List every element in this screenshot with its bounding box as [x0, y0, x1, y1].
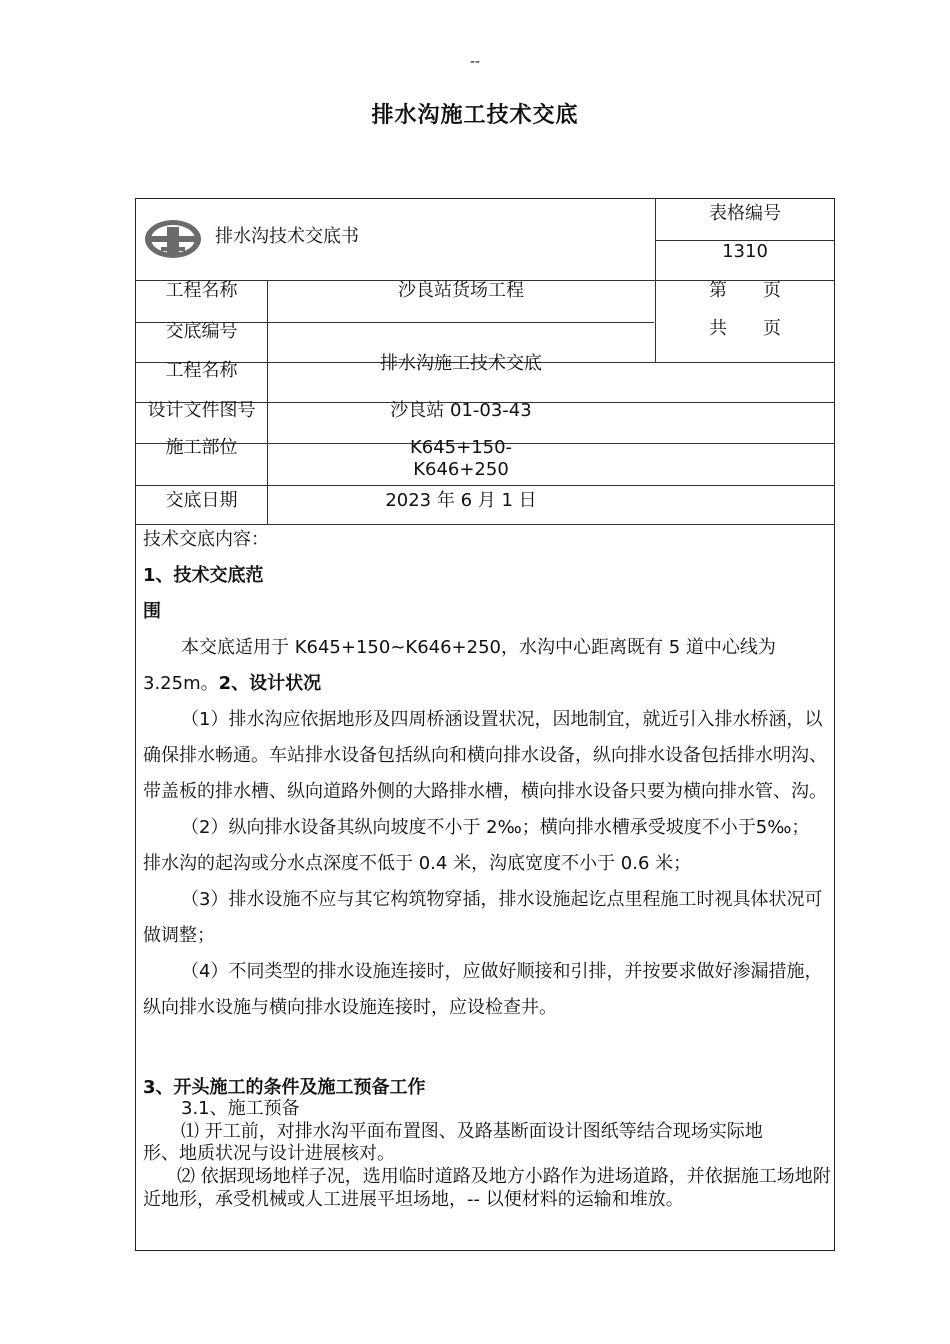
form-title: 排水沟技术交底书 — [215, 226, 359, 247]
section-2-title: 2、设计状况 — [218, 673, 322, 694]
row-divider — [136, 485, 834, 486]
item-1-line-b: 形、地质状况与设计进展核对。 — [143, 1143, 395, 1164]
section-1-text-a: 本交底适用于 K645+150~K646+250，水沟中心距离既有 5 道中心线为 — [181, 637, 776, 658]
row-label: 工程名称 — [165, 280, 238, 301]
form-code-label: 表格编号 — [709, 203, 781, 224]
paragraph-1: （1）排水沟应依据地形及四周桥涵设置状况，因地制宜，就近引入排水桥涵，以确保排水畅通。车站排水设备包括纵向和横向排水设备，纵向排水设备包括排水明沟、带盖板的排水槽、纵向道路外侧的大路排水槽，横向排水设备只要为横向排水管、沟。 — [143, 709, 827, 802]
section-3-1: 3.1、施工预备 — [181, 1098, 300, 1119]
row-label: 工程名称 — [165, 360, 238, 381]
item-1-line-a: ⑴ 开工前，对排水沟平面布置图、及路基断面设计图纸等结合现场实际地 — [181, 1121, 763, 1142]
work-name-text: 排水沟施工技术交底 — [380, 353, 542, 374]
paragraph-3: （3）排水设施不应与其它构筑物穿插，排水设施起讫点里程施工时视具体状况可做调整； — [143, 889, 823, 946]
row-label: 交底编号 — [165, 321, 238, 342]
form-code-value: 1310 — [722, 241, 768, 262]
drawing-number-value: 沙良站 01-03-43 — [390, 400, 532, 421]
disclosure-date-value: 2023 年 6 月 1 日 — [385, 490, 537, 511]
section-3-title: 3、开头施工的条件及施工预备工作 — [143, 1077, 426, 1098]
railway-logo — [143, 217, 203, 261]
row-label: 交底日期 — [165, 490, 238, 511]
item-2-line-a: ⑵ 依据现场地样子况，选用临时道路及地方小路作为进场道路，并依据施工场地附 — [177, 1166, 831, 1187]
section-1-title-b: 围 — [143, 601, 161, 622]
construction-location-line1: K645+150- — [409, 437, 513, 458]
page-number-label: 第 页 — [709, 280, 781, 301]
page-total-label: 共 页 — [709, 318, 781, 339]
section-1-title-a: 1、技术交底范 — [143, 565, 264, 586]
row-label: 设计文件图号 — [147, 400, 256, 421]
content-body — [143, 522, 833, 1026]
project-name-value: 沙良站货场工程 — [398, 280, 524, 301]
item-2-line-b: 近地形，承受机械或人工进展平坦场地，-- 以便材料的运输和堆放。 — [143, 1189, 684, 1210]
content-heading: 技术交底内容： — [143, 529, 269, 550]
work-name-value — [268, 354, 834, 374]
paragraph-4: （4）不同类型的排水设施连接时，应做好顺接和引排，并按要求做好渗漏措施，纵向排水设施与横向排水设施连接时，应设检查井。 — [143, 961, 823, 1018]
section-1-text-b: 3.25m。 — [143, 673, 219, 694]
page-title: 排水沟施工技术交底 — [371, 103, 579, 128]
header-mark: -- — [469, 54, 481, 70]
row-label: 施工部位 — [165, 437, 238, 458]
paragraph-2: （2）纵向排水设备其纵向坡度不小于 2‰；横向排水槽承受坡度不小于5‰； 排水沟的起沟或分水点深度不低于 0.4 米，沟底宽度不小于 0.6 米； — [143, 817, 810, 874]
construction-location-line2: K646+250 — [413, 459, 509, 480]
section-1-text-b-line — [143, 666, 833, 702]
